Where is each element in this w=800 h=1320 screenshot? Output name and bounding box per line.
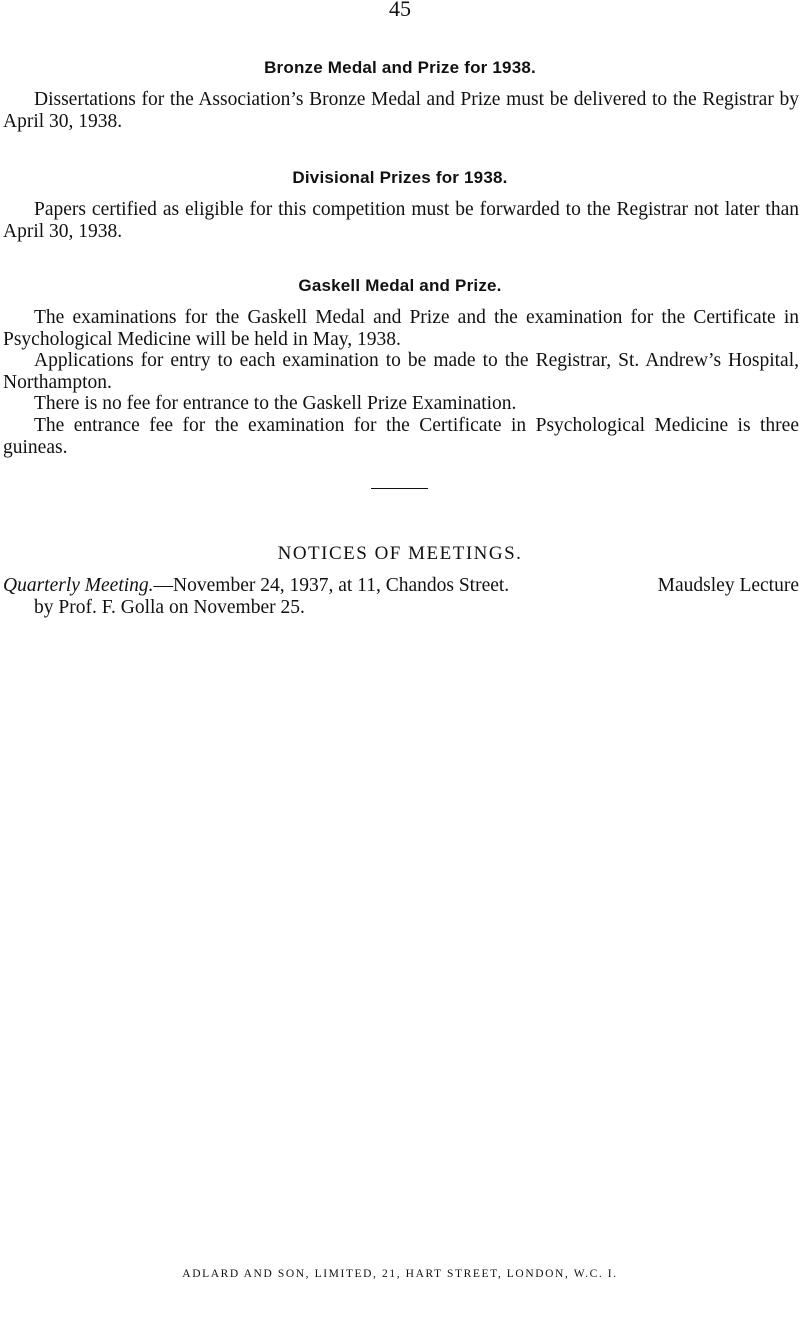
meeting-date-text [3,575,509,597]
meeting-details: —November 24, 1937, at 11, Chandos Street. [153,575,510,596]
lecture-details: by Prof. F. Golla on November 25. [34,597,305,618]
page-number: 45 [389,0,411,21]
paragraph-divisional-prizes: Papers certified as eligible for this competition must be forwarded to the Registrar not later than April 30, 1938. [3,199,799,242]
section-heading-gaskell-medal: Gaskell Medal and Prize. [298,276,502,295]
paragraph-gaskell-entrance-fee: The entrance fee for the examination for the Certificate in Psychological Medicine is three guineas. [3,415,799,458]
meeting-title: Quarterly Meeting. [3,575,154,596]
section-heading-divisional-prizes: Divisional Prizes for 1938. [292,168,508,187]
paragraph-bronze-medal: Dissertations for the Association’s Bronze Medal and Prize must be delivered to the Registrar by April 30, 1938. [3,89,799,132]
lecture-title: Maudsley Lecture [657,575,799,596]
paragraph-gaskell-applications: Applications for entry to each examination to be made to the Registrar, St. Andrew’s Hospital, Northampton. [3,350,799,393]
paragraph-gaskell-no-fee: There is no fee for entrance to the Gaskell Prize Examination. [34,393,517,414]
meeting-notice-line [3,575,799,597]
section-divider [371,488,428,489]
paragraph-gaskell-examinations: The examinations for the Gaskell Medal and Prize and the examination for the Certificate in Psychological Medicine will be held in May, 1938. [3,307,799,350]
printer-footer: ADLARD AND SON, LIMITED, 21, HART STREET, LONDON, W.C. I. [182,1268,618,1280]
meeting-notice [3,575,799,619]
notices-heading: NOTICES OF MEETINGS. [277,543,523,564]
section-heading-bronze-medal: Bronze Medal and Prize for 1938. [264,58,536,77]
